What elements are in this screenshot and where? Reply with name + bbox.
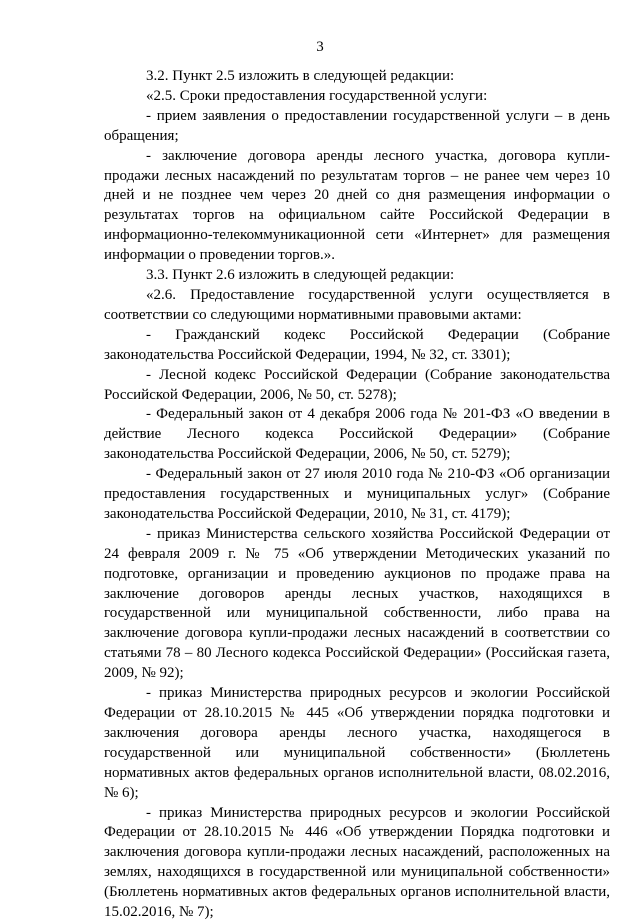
list-item-federal-law-210: - Федеральный закон от 27 июля 2010 года № 210-ФЗ «Об организации предоставления государственных и муниципальных услуг» (Собрание законодательства Российской Федерации, 2010, № 31, ст. 4179); <box>104 466 610 522</box>
paragraph-2-5-heading: «2.5. Сроки предоставления государственной услуги: <box>146 87 488 104</box>
document-body <box>104 67 610 923</box>
list-item-forest-code: - Лесной кодекс Российской Федерации (Собрание законодательства Российской Федерации, 2006, № 50, ст. 5278); <box>104 366 610 403</box>
paragraph-3-3-heading: 3.3. Пункт 2.6 изложить в следующей редакции: <box>146 267 455 284</box>
list-item-civil-code: - Гражданский кодекс Российской Федерации (Собрание законодательства Российской Федерации, 1994, № 32, ст. 3301); <box>104 326 610 363</box>
list-item-application-receipt: - прием заявления о предоставлении государственной услуги – в день обращения; <box>104 107 610 144</box>
list-item-order-445: - приказ Министерства природных ресурсов и экологии Российской Федерации от 28.10.2015 № 445 «Об утверждении порядка подготовки и заключения договора аренды лесного участка, находящегося в государственной или муниципальной собственности» (Бюллетень нормативных актов федеральных органов исполнительной власти, 08.02.2016, № 6); <box>104 685 610 801</box>
list-item-federal-law-201: - Федеральный закон от 4 декабря 2006 года № 201-ФЗ «О введении в действие Лесного кодекса Российской Федерации» (Собрание законодательства Российской Федерации, 2006, № 50, ст. 5279); <box>104 406 610 463</box>
list-item-contract-conclusion: - заключение договора аренды лесного участка, договора купли-продажи лесных насаждений по результатам торгов – не ранее чем через 10 дней и не позднее чем через 20 дней со дня размещения информации о результатах торгов на официальном сайте Российской Федерации в информационно-телекоммуникационной сети «Интернет» для размещения информации о проведении торгов.». <box>104 147 610 264</box>
paragraph-3-2-heading: 3.2. Пункт 2.5 изложить в следующей редакции: <box>146 68 455 84</box>
list-item-order-446: - приказ Министерства природных ресурсов и экологии Российской Федерации от 28.10.2015 № 446 «Об утверждении Порядка подготовки и заключения договора купли-продажи лесных насаждений, расположенных на землях, находящихся в государственной или муниципальной собственности» (Бюллетень нормативных актов федеральных органов исполнительной власти, 15.02.2016, № 7); <box>104 804 610 921</box>
list-item-order-75: - приказ Министерства сельского хозяйства Российской Федерации от 24 февраля 2009 г. № 75 «Об утверждении Методических указаний по подготовке, организации и проведению аукционов по продаже права на заключение договоров аренды лесных участков, находящихся в государственной или муниципальной собственности, либо права на заключение договора купли-продажи лесных насаждений в соответствии со статьями 78 – 80 Лесного кодекса Российской Федерации» (Российская газета, 2009, № 92); <box>104 525 610 682</box>
page-number: 3 <box>316 39 324 55</box>
paragraph-2-6-intro: «2.6. Предоставление государственной услуги осуществляется в соответствии со следующими нормативными правовыми актами: <box>104 286 610 323</box>
